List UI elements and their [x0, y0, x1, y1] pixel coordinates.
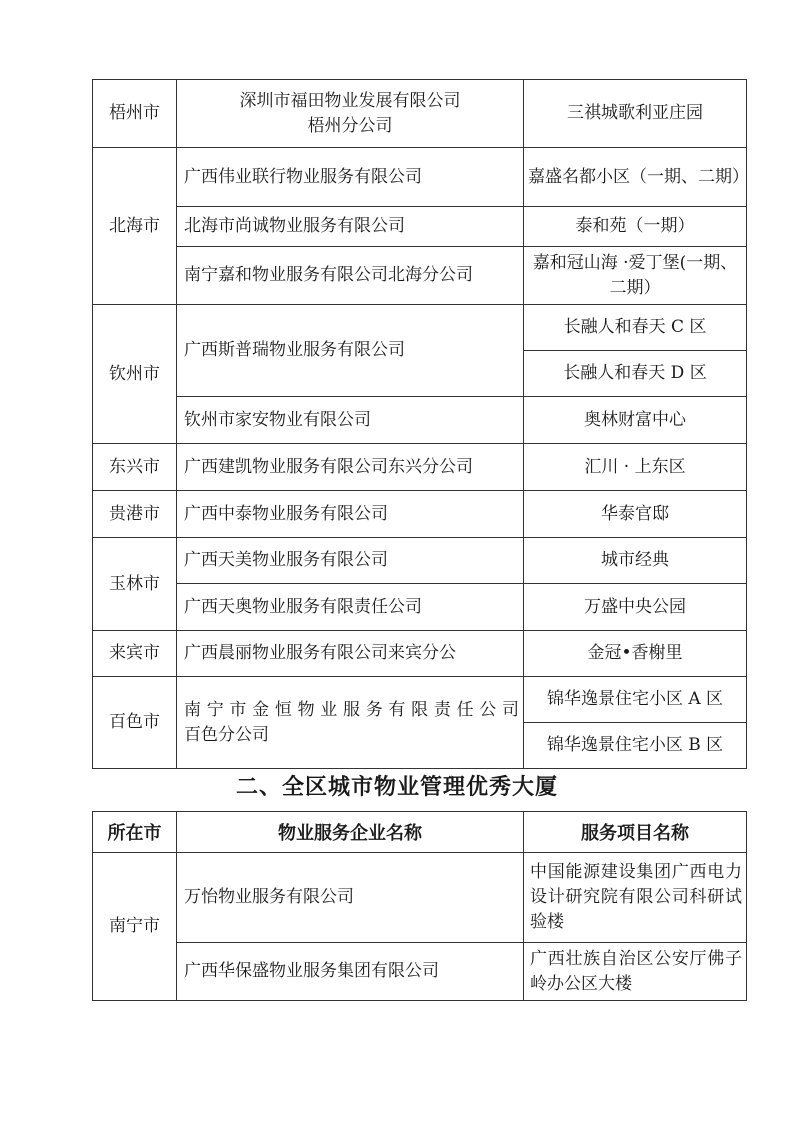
company-cell: 钦州市家安物业有限公司 — [177, 397, 524, 444]
table-row — [93, 943, 747, 1001]
section-title: 二、全区城市物业管理优秀大厦 — [235, 774, 558, 800]
company-cell: 广西晨丽物业服务有限公司来宾分公 — [177, 631, 524, 677]
table-row — [93, 247, 747, 305]
project-cell: 长融人和春天 C 区 — [524, 305, 747, 351]
company-cell: 万怡物业服务有限公司 — [177, 853, 524, 943]
table-row — [93, 631, 747, 677]
table-row — [93, 444, 747, 491]
company-cell — [177, 80, 524, 148]
table-row — [93, 584, 747, 631]
project-cell: 金冠•香榭里 — [524, 631, 747, 677]
city-cell: 北海市 — [93, 148, 177, 305]
table-row — [93, 491, 747, 538]
table-row — [93, 305, 747, 351]
city-cell: 玉林市 — [93, 538, 177, 631]
company-cell: 北海市尚诚物业服务有限公司 — [177, 207, 524, 247]
city-cell: 梧州市 — [93, 80, 177, 148]
company-cell — [177, 677, 524, 769]
table-row — [93, 853, 747, 943]
city-cell: 钦州市 — [93, 305, 177, 444]
city-cell: 东兴市 — [93, 444, 177, 491]
company-name-line: 百色分公司 — [184, 724, 269, 745]
company-cell: 广西华保盛物业服务集团有限公司 — [177, 943, 524, 1001]
company-cell: 广西天奥物业服务有限责任公司 — [177, 584, 524, 631]
table-row — [93, 677, 747, 723]
project-cell: 锦华逸景住宅小区 A 区 — [524, 677, 747, 723]
table-row — [93, 80, 747, 148]
award-table-buildings — [92, 811, 747, 1001]
column-header-city: 所在市 — [93, 812, 177, 853]
city-cell: 百色市 — [93, 677, 177, 769]
company-cell: 广西中泰物业服务有限公司 — [177, 491, 524, 538]
company-cell: 南宁嘉和物业服务有限公司北海分公司 — [177, 247, 524, 305]
table-row — [93, 397, 747, 444]
award-table-continued — [92, 79, 747, 769]
project-cell: 万盛中央公园 — [524, 584, 747, 631]
company-name-line: 南宁市金恒物业服务有限责任公司 — [184, 699, 519, 720]
column-header-company: 物业服务企业名称 — [177, 812, 524, 853]
company-cell: 广西建凯物业服务有限公司东兴分公司 — [177, 444, 524, 491]
project-cell: 长融人和春天 D 区 — [524, 351, 747, 397]
project-cell: 中国能源建设集团广西电力设计研究院有限公司科研试验楼 — [524, 853, 747, 943]
project-cell: 汇川 · 上东区 — [524, 444, 747, 491]
project-cell: 嘉和冠山海 ·爱丁堡(一期、二期） — [524, 247, 747, 305]
city-cell: 贵港市 — [93, 491, 177, 538]
company-name-line: 深圳市福田物业发展有限公司 — [239, 90, 461, 111]
project-cell: 泰和苑（一期） — [524, 207, 747, 247]
company-cell: 广西天美物业服务有限公司 — [177, 538, 524, 584]
city-cell: 南宁市 — [93, 853, 177, 1001]
table-row — [93, 538, 747, 584]
project-cell: 锦华逸景住宅小区 B 区 — [524, 723, 747, 769]
company-cell: 广西伟业联行物业服务有限公司 — [177, 148, 524, 207]
city-cell: 来宾市 — [93, 631, 177, 677]
project-cell: 奥林财富中心 — [524, 397, 747, 444]
company-name-line: 梧州分公司 — [307, 115, 393, 136]
project-cell: 嘉盛名都小区（一期、二期） — [524, 148, 747, 207]
project-cell: 广西壮族自治区公安厅佛子岭办公区大楼 — [524, 943, 747, 1001]
project-cell: 三祺城歌利亚庄园 — [524, 80, 747, 148]
company-cell: 广西斯普瑞物业服务有限公司 — [177, 305, 524, 397]
table-row — [93, 207, 747, 247]
project-cell: 城市经典 — [524, 538, 747, 584]
column-header-project: 服务项目名称 — [524, 812, 747, 853]
project-cell: 华泰官邸 — [524, 491, 747, 538]
table-row — [93, 148, 747, 207]
table-header-row — [93, 812, 747, 853]
